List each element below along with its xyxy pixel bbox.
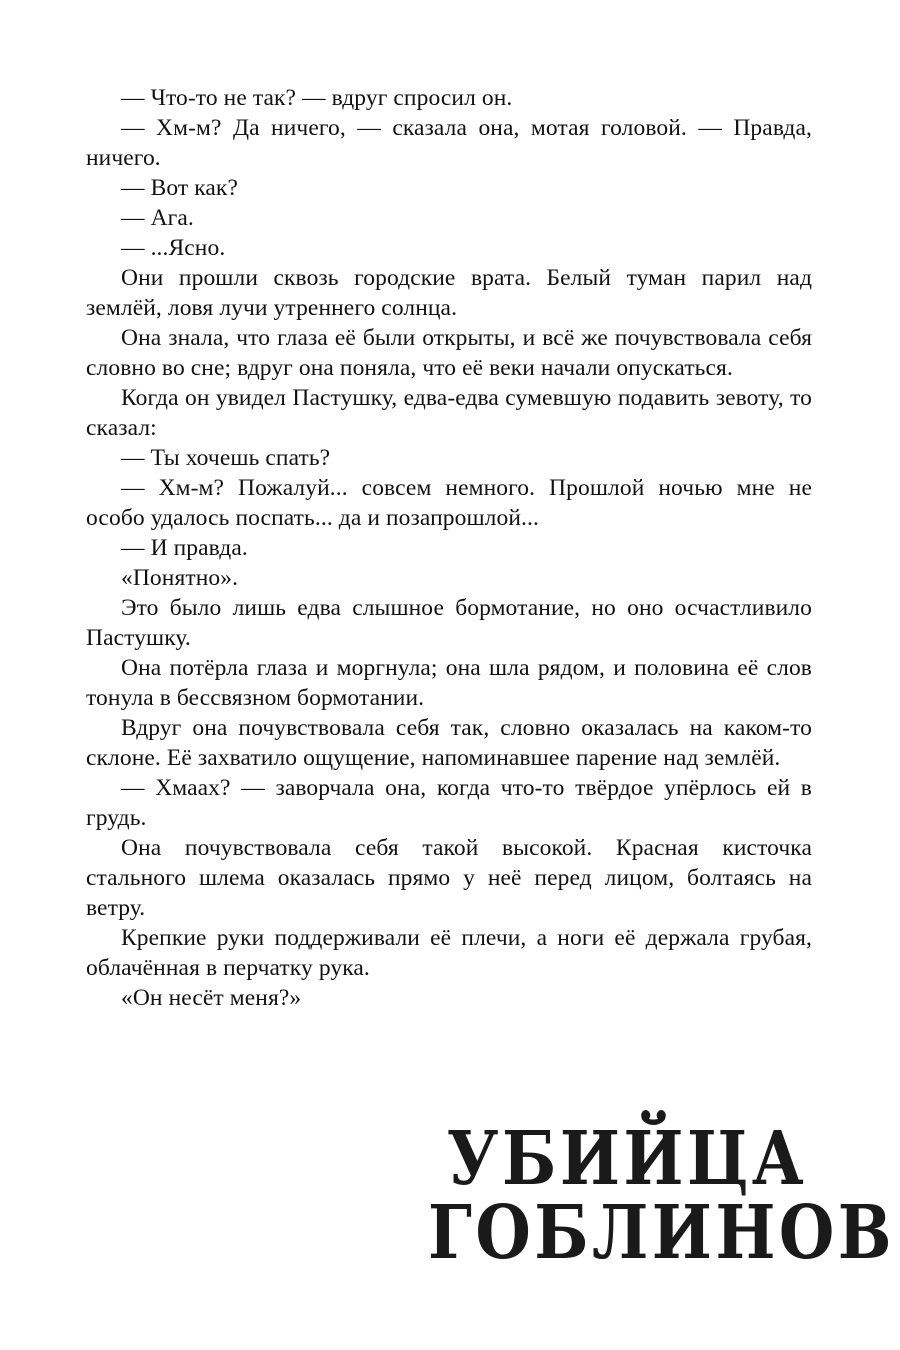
- paragraph: Она почувствовала себя такой высокой. Красная кисточка стального шлема оказалась прямо у неё перед лицом, болтаясь на ветру.: [86, 835, 812, 921]
- paragraph: — Хм-м? Пожалуй... совсем немного. Прошлой ночью мне не особо удалось поспать... да и позапрошлой...: [86, 475, 812, 531]
- paragraph: — Ты хочешь спать?: [121, 445, 331, 471]
- paragraph: — Хм-м? Да ничего, — сказала она, мотая головой. — Правда, ничего.: [86, 115, 812, 171]
- paragraph: «Понятно».: [121, 565, 239, 591]
- logo-line-2: ГОБЛИНОВ: [428, 1190, 896, 1276]
- paragraph: Когда он увидел Пастушку, едва-едва сумевшую подавить зевоту, то сказал:: [86, 385, 812, 441]
- paragraph: — Что-то не так? — вдруг спросил он.: [121, 85, 513, 111]
- book-logo: [428, 1116, 896, 1276]
- paragraph: Это было лишь едва слышное бормотание, но оно осчастливило Пастушку.: [86, 595, 812, 651]
- logo-line-1: УБИЙЦА: [446, 1116, 808, 1202]
- paragraph: — Ага.: [121, 205, 194, 231]
- page-text: [86, 83, 812, 1013]
- paragraph: Она потёрла глаза и моргнула; она шла рядом, и половина её слов тонула в бессвязном бормотании.: [86, 655, 812, 711]
- paragraph: Она знала, что глаза её были открыты, и всё же почувствовала себя словно во сне; вдруг она поняла, что её веки начали опускаться.: [86, 325, 812, 381]
- paragraph: — Хмаах? — заворчала она, когда что-то твёрдое упёрлось ей в грудь.: [86, 775, 812, 831]
- paragraph: — ...Ясно.: [121, 235, 226, 261]
- paragraph: Крепкие руки поддерживали её плечи, а ноги её держала грубая, облачённая в перчатку рука.: [86, 925, 812, 981]
- paragraph: Они прошли сквозь городские врата. Белый туман парил над землёй, ловя лучи утреннего солнца.: [86, 265, 812, 321]
- paragraph: — И правда.: [121, 535, 248, 561]
- paragraph: Вдруг она почувствовала себя так, словно оказалась на каком-то склоне. Её захватило ощущение, напоминавшее парение над землёй.: [86, 715, 812, 771]
- paragraph: «Он несёт меня?»: [121, 985, 302, 1011]
- paragraph: — Вот как?: [121, 175, 238, 201]
